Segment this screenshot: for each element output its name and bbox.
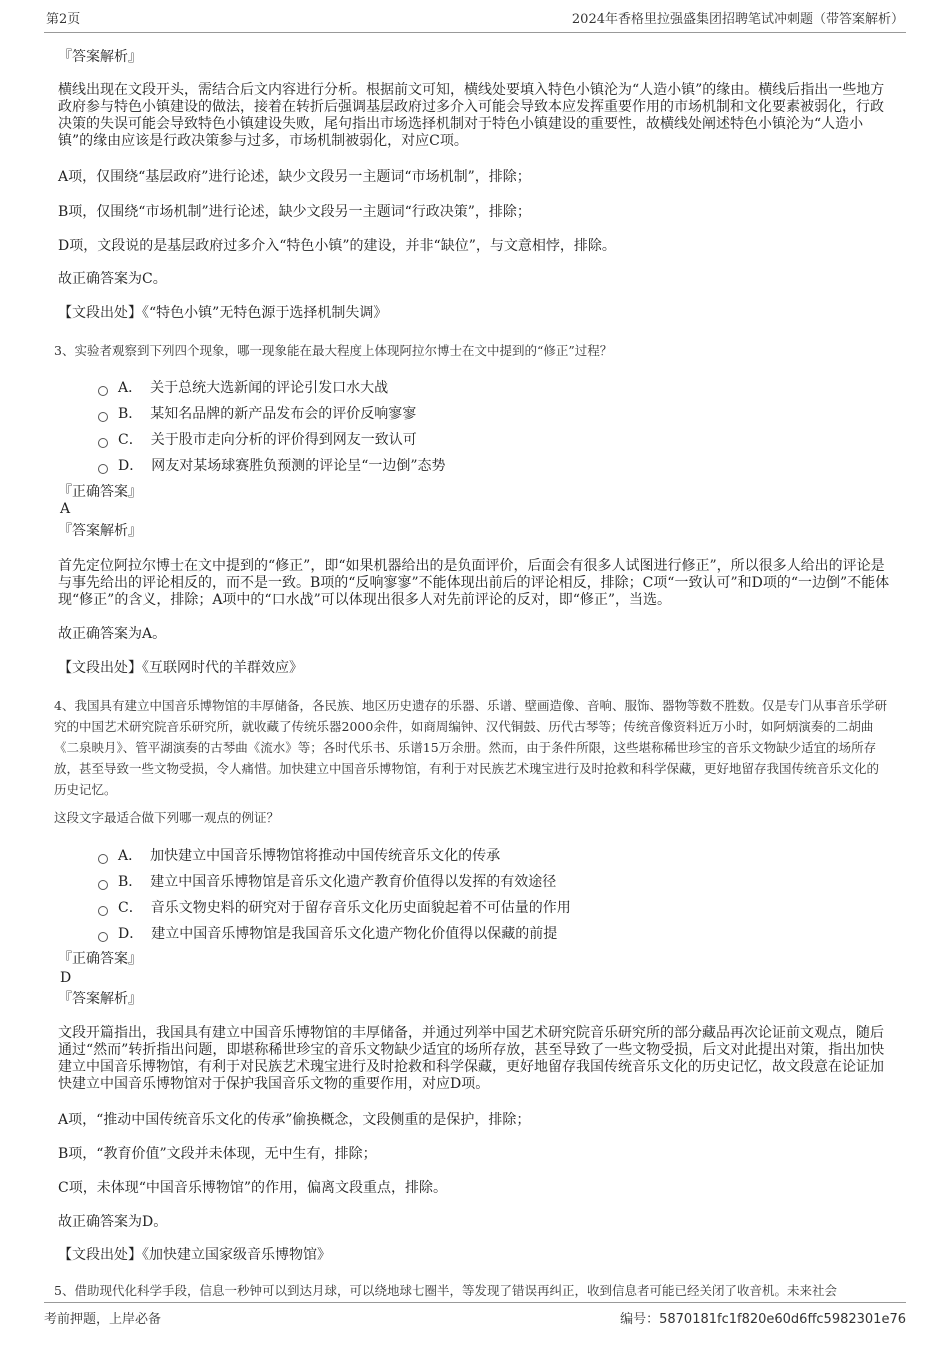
q4-source: 【文段出处】《加快建立国家级音乐博物馆》 xyxy=(58,1247,331,1263)
radio-icon[interactable] xyxy=(98,880,108,890)
radio-icon[interactable] xyxy=(98,906,108,916)
q3-option-c[interactable]: C． 关于股市走向分析的评价得到网友一致认可 xyxy=(98,429,417,449)
code-label: 编号： xyxy=(620,1312,660,1327)
page-number: 第2页 xyxy=(46,12,81,27)
question-5: 5、借助现代化科学手段，信息一秒钟可以到达月球，可以绕地球七圈半，等发现了错误再纠正，收到信息者可能已经关闭了收音机。未来社会 xyxy=(54,1283,837,1298)
analysis-text: 横线出现在文段开头，需结合后文内容进行分析。根据前文可知，横线处要填入特色小镇沦为“人造小镇”的缘由。横线后指出一些地方政府参与特色小镇建设的做法，接着在转折后强调基层政府过多介入可能会导致本应发挥重要作用的市场机制和文化要素被弱化，行政决策的失误可能会导致特色小镇建设失败，尾句指出市场选择机制对于特色小镇建设的重要性，故横线处阐述特色小镇沦为“人造小镇”的缘由应该是行政决策参与过多，市场机制被弱化，对应C项。 xyxy=(58,82,885,149)
q4-prompt: 这段文字最适合做下列哪一观点的例证？ xyxy=(54,810,280,825)
option-d-analysis: D项，文段说的是基层政府过多介入“特色小镇”的建设，并非“缺位”，与文意相悖，排除。 xyxy=(58,238,616,254)
q3-answer: A xyxy=(60,501,71,517)
q4-answer-label: 『正确答案』 xyxy=(58,951,142,967)
radio-icon[interactable] xyxy=(98,854,108,864)
option-a-analysis: A项，仅围绕“基层政府”进行论述，缺少文段另一主题词“市场机制”，排除； xyxy=(58,169,531,185)
q4-analysis-text: 文段开篇指出，我国具有建立中国音乐博物馆的丰厚储备，并通过列举中国艺术研究院音乐研究所的部分藏品再次论证前文观点，随后通过“然而”转折指出问题，即堪称稀世珍宝的音乐文物缺少适宜的场所存放，甚至导致了一些文物受损，后文对此提出对策，指出加快建立中国音乐博物馆，有利于对民族艺术瑰宝进行及时抢救和科学保藏，更好地留存我国传统音乐文化的历史记忆，故文段意在论证加快建立中国音乐博物馆对于保护我国音乐文物的重要作用，对应D项。 xyxy=(58,1025,885,1092)
q4-option-c[interactable]: C． 音乐文物史料的研究对于留存音乐文化历史面貌起着不可估量的作用 xyxy=(98,897,571,917)
radio-icon[interactable] xyxy=(98,386,108,396)
question-3: 3、实验者观察到下列四个现象，哪一现象能在最大程度上体现阿拉尔博士在文中提到的“修正”过程？ xyxy=(54,343,613,358)
q4-option-b[interactable]: B． 建立中国音乐博物馆是音乐文化遗产教育价值得以发挥的有效途径 xyxy=(98,871,556,891)
footer-slogan: 考前押题，上岸必备 xyxy=(44,1312,162,1327)
radio-icon[interactable] xyxy=(98,464,108,474)
q4-conclusion: 故正确答案为D。 xyxy=(58,1214,168,1230)
q4-answer: D xyxy=(60,970,72,986)
q3-analysis-text: 首先定位阿拉尔博士在文中提到的“修正”，即“如果机器给出的是负面评价，后面会有很多人试图进行修正”，所以很多人给出的评论是与事先给出的评论相反的，而不是一致。B项的“反响寥寥”不能体现出前后的评论相反，排除；C项“一致认可”和D项的“一边倒”不能体现“修正”的含义，排除；A项中的“口水战”可以体现出很多人对先前评论的反对，即“修正”，当选。 xyxy=(58,558,890,608)
footer-divider xyxy=(44,1302,906,1303)
q3-source: 【文段出处】《互联网时代的羊群效应》 xyxy=(58,660,303,676)
radio-icon[interactable] xyxy=(98,932,108,942)
q3-option-b[interactable]: B． 某知名品牌的新产品发布会的评价反响寥寥 xyxy=(98,403,416,423)
analysis-label: 『答案解析』 xyxy=(58,49,142,65)
document-code xyxy=(620,1308,906,1327)
page-header xyxy=(44,8,906,30)
q4-analysis-label: 『答案解析』 xyxy=(58,991,142,1007)
code-value: 5870181fc1f820e60d6ffc5982301e76 xyxy=(659,1312,906,1327)
q4-option-a[interactable]: A． 加快建立中国音乐博物馆将推动中国传统音乐文化的传承 xyxy=(98,845,500,865)
radio-icon[interactable] xyxy=(98,412,108,422)
source: 【文段出处】《“特色小镇”无特色源于选择机制失调》 xyxy=(58,305,388,321)
q4-option-a-analysis: A项，“推动中国传统音乐文化的传承”偷换概念，文段侧重的是保护，排除； xyxy=(58,1112,531,1128)
q3-answer-label: 『正确答案』 xyxy=(58,484,142,500)
q4-option-b-analysis: B项，“教育价值”文段并未体现，无中生有，排除； xyxy=(58,1146,377,1162)
q4-option-d[interactable]: D． 建立中国音乐博物馆是我国音乐文化遗产物化价值得以保藏的前提 xyxy=(98,923,557,943)
header-divider xyxy=(44,32,906,33)
question-4: 4、我国具有建立中国音乐博物馆的丰厚储备，各民族、地区历史遗存的乐器、乐谱、壁画造像、音响、服饰、器物等数不胜数。仅是专门从事音乐学研究的中国艺术研究院音乐研究所，就收藏了传统乐器2000余件，如商周编钟、汉代铜鼓、历代古琴等；传统音像资料近万小时，如阿炳演奏的二胡曲《二泉映月》、管平湖演奏的古琴曲《流水》等；各时代乐书、乐谱15万余册。然而，由于条件所限，这些堪称稀世珍宝的音乐文物缺少适宜的场所存放，甚至导致一些文物受损，令人痛惜。加快建立中国音乐博物馆，有利于对民族艺术瑰宝进行及时抢救和科学保藏，更好地留存我国传统音乐文化的历史记忆。 xyxy=(54,698,887,797)
conclusion: 故正确答案为C。 xyxy=(58,271,167,287)
q3-option-d[interactable]: D． 网友对某场球赛胜负预测的评论呈“一边倒”态势 xyxy=(98,455,446,475)
q3-conclusion: 故正确答案为A。 xyxy=(58,626,167,642)
q3-option-a[interactable]: A． 关于总统大选新闻的评论引发口水大战 xyxy=(98,377,388,397)
q4-option-c-analysis: C项，未体现“中国音乐博物馆”的作用，偏离文段重点，排除。 xyxy=(58,1180,448,1196)
radio-icon[interactable] xyxy=(98,438,108,448)
option-b-analysis: B项，仅围绕“市场机制”进行论述，缺少文段另一主题词“行政决策”，排除； xyxy=(58,204,531,220)
q3-analysis-label: 『答案解析』 xyxy=(58,523,142,539)
document-title: 2024年香格里拉强盛集团招聘笔试冲刺题（带答案解析） xyxy=(571,12,904,27)
